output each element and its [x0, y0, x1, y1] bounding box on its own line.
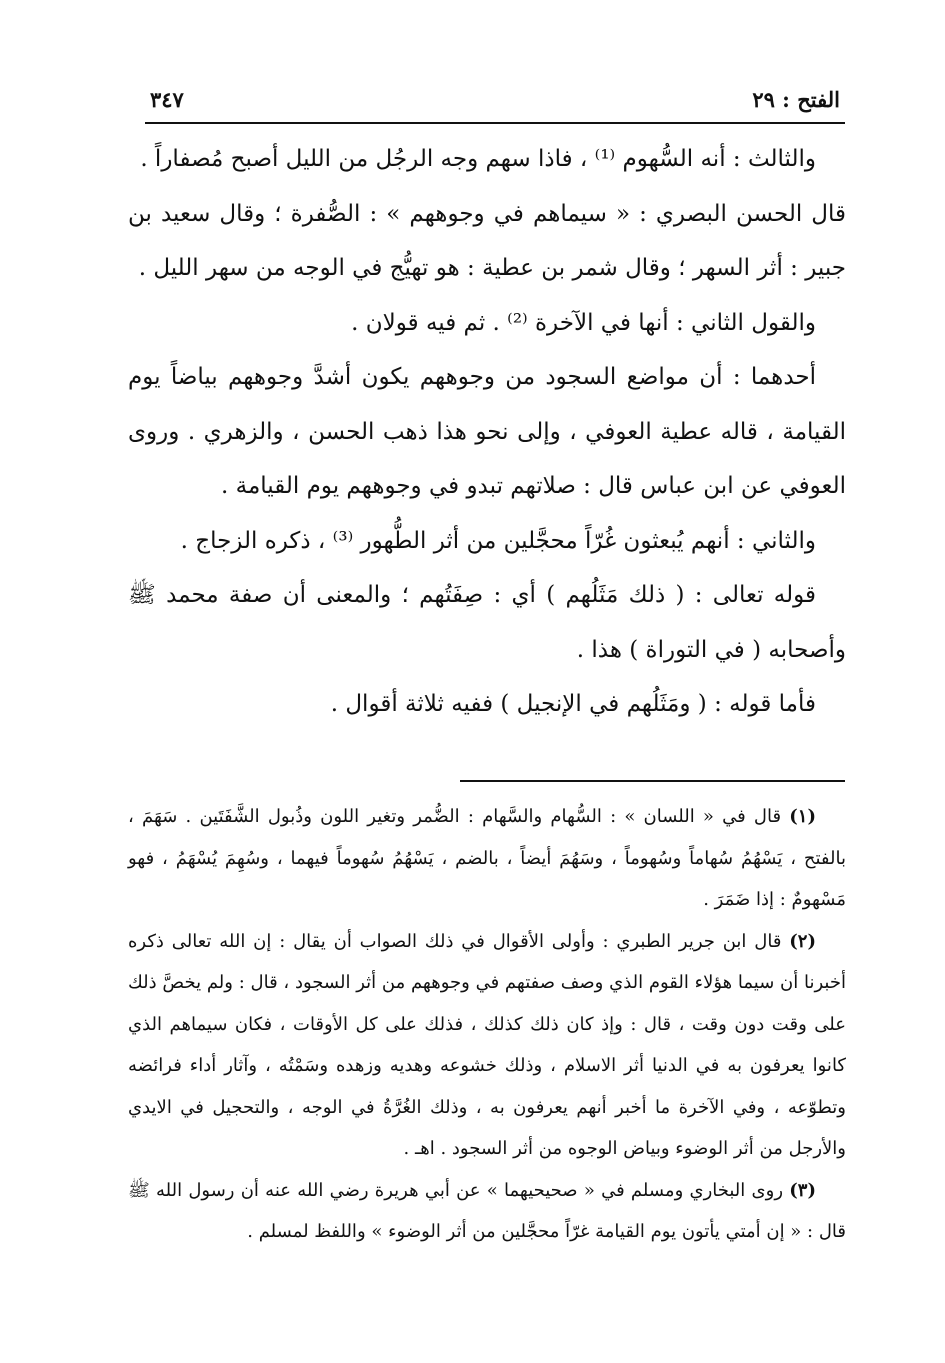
body-paragraph: والثاني : أنهم يُبعثون غُرّاً محجَّلين من أثر الطُّهور ⁽³⁾ ، ذكره الزجاج . — [180, 527, 816, 554]
footnote-number: (١) — [789, 806, 816, 827]
header-rule — [145, 122, 845, 124]
footnote — [128, 1170, 846, 1253]
footnote-number: (٢) — [789, 930, 816, 952]
footnote-text: روى البخاري ومسلم في « صحيحيهما » عن أبي هريرة رضي الله عنه أن رسول الله ﷺ قال : « إن أمتي يأتون يوم القيامة غرّاً محجَّلين من أثر الوضوء » واللفظ لمسلم . — [128, 1179, 846, 1242]
body-paragraph: والثالث : أنه السُّهوم ⁽¹⁾ ، فاذا سهم وجه الرجُل من الليل أصبح مُصفاراً . — [140, 146, 816, 172]
footnote-text: قال ابن جرير الطبري : وأولى الأقوال في ذلك الصواب أن يقال : إن الله تعالى ذكره أخبرنا أن سيما هؤلاء القوم الذي وصف صفتهم في وجوههم من أثر السجود ، قال : ولم يخصَّ ذلك على وقت دون وقت ، قال : وإذ كان ذلك كذلك ، فذلك على كل الأوقات ، فكان سيماهم الذي كانوا يعرفون به في الدنيا أثر الاسلام ، وذلك خشوعه وهديه وزهده وسَمْتُه ، وآثار أداء فرائضه وتطوّعه ، وفي الآخرة ما أخبر أنهم يعرفون به ، وذلك الغُرَّةُ في الوجه ، والتحجيل في الايدي والأرجل من أثر الوضوء وبياض الوجوه من أثر السجود . اهـ . — [128, 930, 846, 1159]
body-paragraph: أحدهما : أن مواضع السجود من وجوههم يكون أشدَّ وجوههم بياضاً يوم القيامة ، قاله عطية العوفي ، وإلى نحو هذا ذهب الحسن ، والزهري . وروى العوفي عن ابن عباس قال : صلاتهم تبدو في وجوههم يوم القيامة . — [128, 364, 846, 499]
footnote-text: قال في « اللسان » : السُّهام والسَّهام : الضُّمر وتغير اللون وذُبول الشَّفَتَين . سَهَمَ ، بالفتح ، يَسْهُمُ سُهاماً وسُهوماً ، وسَهُمَ أيضاً ، بالضم ، يَسْهُمُ سُهوماً فيهما ، وسُهِمَ يُسْهَمُ ، فهو مَسْهومٌ : إذا ضَمَرَ . — [128, 806, 846, 910]
footnotes — [128, 796, 846, 1253]
body-text — [128, 132, 846, 732]
page-number: ٣٤٧ — [150, 86, 184, 112]
body-paragraph: قوله تعالى : ( ذلك مَثَلُهم ) أي : صِفَتُهم ؛ والمعنى أن صفة محمد ﷺ وأصحابه ( في التوراة ) هذا . — [128, 582, 846, 663]
body-paragraph: والقول الثاني : أنها في الآخرة ⁽²⁾ . ثم فيه قولان . — [351, 309, 816, 336]
section-title: الفتح : ٢٩ — [752, 86, 840, 112]
footnote-number: (٣) — [789, 1179, 816, 1201]
body-paragraph: قال الحسن البصري : « سيماهم في وجوههم » : الصُّفرة ؛ وقال سعيد بن جبير : أثر السهر ؛ وقال شمر بن عطية : هو تهيُّج في الوجه من سهر الليل . — [128, 200, 846, 281]
footnote-separator — [460, 780, 845, 782]
page-header — [150, 82, 840, 116]
footnote — [128, 921, 846, 1170]
body-paragraph: فأما قوله : ( ومَثَلُهم في الإنجيل ) ففيه ثلاثة أقوال . — [330, 691, 816, 717]
footnote — [128, 796, 846, 921]
